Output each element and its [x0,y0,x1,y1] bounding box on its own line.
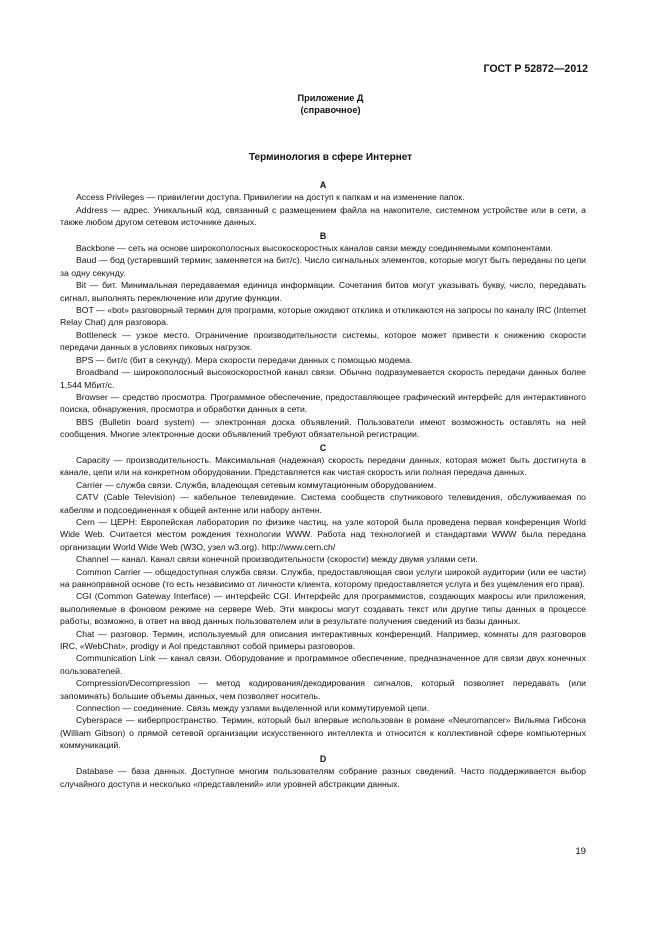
glossary-entry: CATV (Cable Television) — кабельное телевидение. Система сообществ спутникового телевидения, обслуживаемая по кабелям и подсоединенная к общей антенне или набору антенн. [60,492,586,515]
glossary-entry: Communication Link — канал связи. Оборудование и программное обеспечение, предназначенное для связи двух конечных пользователей. [60,653,586,676]
annex-heading [0,92,661,116]
section-letter: A [319,180,327,190]
glossary-entry: Common Carrier — общедоступная служба связи. Служба, предоставляющая свои услуги широкой аудитории (или ее части) на равноправной основе (то есть независимо от личности клиента, которому предоставляется услуга и без ущемления его прав). [60,566,586,589]
standard-code: ГОСТ Р 52872—2012 [483,63,588,75]
glossary-entry: Broadband — широкополосный высокоскоростной канал связи. Обычно подразумевается скорость передачи данных более 1,544 Мбит/с. [60,367,586,390]
glossary-entry: CGI (Common Gateway Interface) — интерфейс CGI. Интерфейс для программистов, создающих макросы или приложения, выполняемые в фоновом режиме на сервере Web. Эти макросы могут создавать текст или другие типы данных в процессе работы, возможно, в ответ на ввод данных пользователем или в результате получения сведений из базы данных. [60,591,586,627]
glossary-entry: Browser — средство просмотра. Программное обеспечение, предоставляющее графический интерфейс для интерактивного поиска, обнаружения, просмотра и обработки данных в сети. [60,391,586,415]
glossary-entry: Backbone — сеть на основе широкополосных высокоскоростных каналов связи между соединяемыми компонентами. [76,243,553,254]
glossary-entry: Baud — бод (устаревший термин; заменяется на бит/с). Число сигнальных элементов, которые могут быть переданы по цепи за одну секунду. [60,255,586,278]
glossary-entry: Cyberspace — киберпространство. Термин, который был впервые использован в романе «Neuromancer» Вильяма Гибсона (William Gibson) о прямой сетевой организации искусственного интеллекта и относится к коллективной сфере компьютерных коммуникаций. [60,715,586,751]
glossary-entry: BBS (Bulletin board system) — электронная доска объявлений. Пользователи имеют возможность оставлять на ней сообщения. Многие электронные доски объявлений требуют обязательной регистрации. [60,416,586,440]
page-title: Терминология в сфере Интернет [248,152,413,163]
glossary-entry: BOT — «bot» разговорный термин для программ, которые ожидают отклика и откликаются на запросы по каналу IRC (Internet Relay Chat) для разговора. [60,305,586,328]
glossary-entry: Capacity — производительность. Максимальная (надежная) скорость передачи данных, которая может быть достигнута в канале, цепи или на конкретном оборудовании. Представляется как чистая скорость или полная передача данных. [60,454,586,478]
glossary-entry: Access Privileges — привилегии доступа. Привилегии на доступ к папкам и на изменение папок. [76,192,465,203]
glossary-entry: Connection — соединение. Связь между узлами выделенной или коммутируемой цепи. [76,703,430,714]
section-letter: B [319,230,327,241]
glossary-entry: Address — адрес. Уникальный код, связанный с размещением файла на накопителе, системном устройстве или в сети, а также любом другом сетевом источнике данных. [60,204,586,228]
glossary-entry: Bit — бит. Минимальная передаваемая единица информации. Сочетания битов могут указывать букву, число, передавать сигнал, выполнять переключение или другие функции. [60,280,586,303]
glossary-entry: Carrier — служба связи. Служба, владеющая сетевым коммутационным оборудованием. [76,479,437,490]
annex-title: Приложение Д [297,93,364,103]
glossary-entry: Channel — канал. Канал связи конечной производительности (скорости) между двумя узлами сети. [76,554,478,565]
glossary-entry: BPS — бит/с (бит в секунду). Мера скорости передачи данных с помощью модема. [76,354,413,365]
glossary-entry: Chat — разговор. Термин, используемый для описания интерактивных конференций. Например, комнаты для разговоров IRC, «WebChat», prodigy и Aol представляют собой примеры разговоров. [60,628,586,652]
glossary-entry: Database — база данных. Доступное многим пользователям собрание разных сведений. Часто поддерживается выбор случайного доступа и несколько «представлений» или уровней абстракции данных. [60,766,586,789]
glossary-body [60,178,586,790]
annex-subtitle: (справочное) [300,105,361,115]
glossary-entry: Cern — ЦЕРН: Европейская лаборатория по физике частиц, на узле которой была проведена первая конференция World Wide Web. Считается местом рождения технологии WWW. Работа над технологией и стандартами WWW была передана организации World Wide Web (W3O, узел w3.org). http://www.cern.ch/ [60,516,586,552]
glossary-entry: Compression/Decompression — метод кодирования/декодирования сигналов, который позволяет передавать (или запоминать) большие объемы данных, чем позволяет носитель. [60,678,586,701]
section-letter: D [319,753,327,764]
page-number: 19 [575,846,586,857]
section-letter: C [319,442,327,453]
glossary-entry: Bottleneck — узкое место. Ограничение производительности системы, которое может привести к снижению скорости передачи данных в условиях пиковых нагрузок. [60,329,586,353]
